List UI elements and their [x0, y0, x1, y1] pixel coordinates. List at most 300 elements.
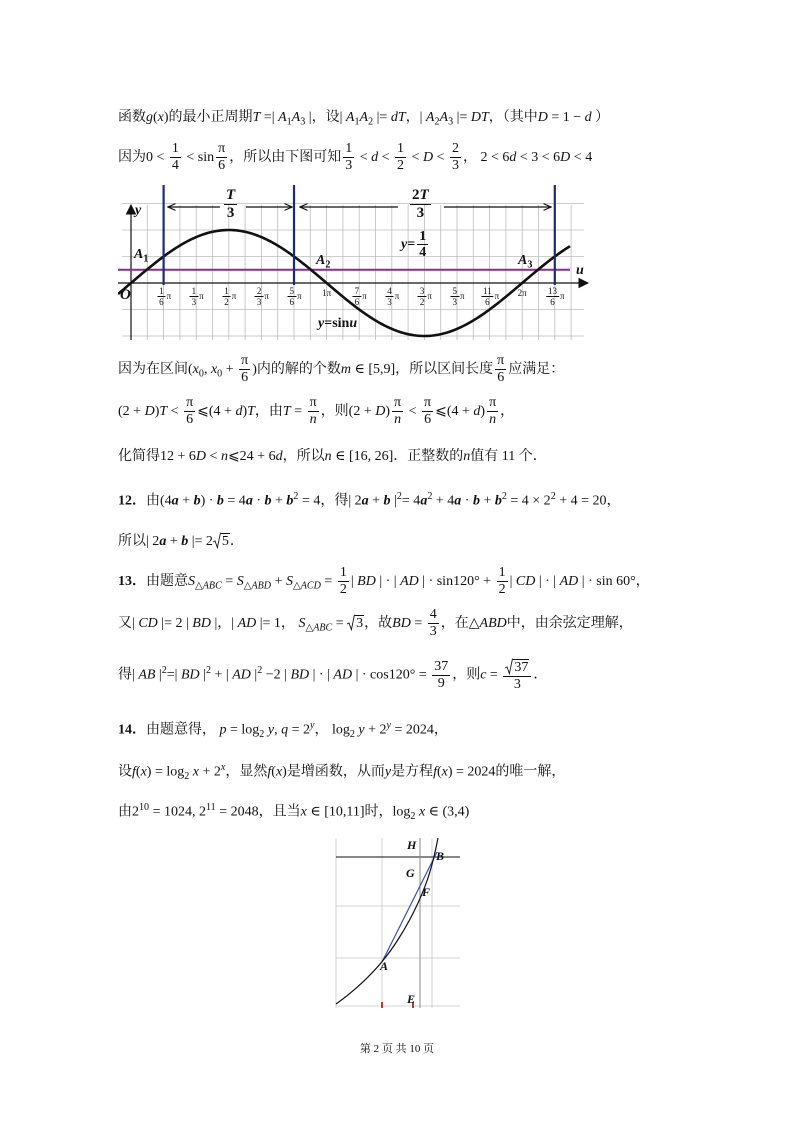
fraction	[222, 286, 231, 308]
text-run: 又|	[118, 616, 139, 631]
text-run: d	[371, 150, 379, 165]
fraction-denominator	[392, 412, 403, 428]
subscript	[244, 581, 271, 592]
text-run: O	[120, 287, 131, 303]
math-variable	[138, 668, 155, 683]
text-run: 2	[397, 158, 405, 174]
text-run: | · |	[535, 574, 560, 589]
fraction-denominator	[338, 582, 349, 598]
text-run: | · |	[375, 574, 401, 589]
text-run: AD	[559, 574, 579, 589]
text-run: <	[405, 404, 421, 419]
math-variable	[400, 574, 419, 589]
text-run: ∈ [10,11]时，log	[306, 804, 411, 820]
text-run: x	[210, 362, 218, 377]
math-variable	[203, 581, 222, 592]
text-run: x	[275, 764, 283, 780]
text-run: |	[350, 574, 358, 589]
text-run: 6	[218, 158, 226, 174]
text-run: )	[242, 404, 248, 419]
text-run: BD	[290, 667, 310, 683]
text-run: <	[167, 404, 183, 419]
text-line	[118, 437, 547, 477]
text-run: d	[584, 110, 592, 125]
text-run: 2	[259, 729, 265, 741]
text-run: )是增函数，从而	[282, 764, 385, 780]
text-run: ，则	[452, 667, 481, 683]
text-run: π	[459, 290, 465, 301]
fraction-numerator	[353, 286, 362, 297]
fraction-numerator	[546, 286, 559, 297]
text-run: T	[159, 404, 168, 419]
fraction	[170, 141, 181, 174]
text-run: 2	[224, 297, 229, 308]
text-run: ⩽(4 +	[197, 404, 236, 419]
text-run: |= 2 |	[157, 616, 193, 631]
text-run: |=	[453, 110, 471, 125]
fraction-denominator	[255, 297, 264, 307]
text-run: ，显然	[225, 764, 268, 780]
radical-sign-icon	[347, 614, 355, 631]
text-run: ) ·	[200, 493, 217, 509]
text-run: )内的解的个数	[252, 362, 341, 377]
text-run: 2	[451, 141, 459, 157]
problem-number	[118, 723, 146, 738]
fraction-numerator	[503, 658, 531, 678]
text-run: 1	[354, 116, 360, 128]
text-run: π	[199, 290, 204, 301]
tick-label	[322, 289, 331, 298]
text-run: (	[135, 764, 141, 780]
text-run: π	[427, 290, 432, 301]
text-run: 函数	[118, 110, 146, 125]
fraction-denominator	[422, 412, 433, 428]
text-run: AD	[400, 574, 419, 589]
text-run: 6	[241, 370, 249, 386]
text-run: ·	[461, 493, 473, 509]
text-run: A	[518, 253, 528, 268]
text-run: D	[537, 110, 548, 125]
fraction-numerator	[495, 353, 506, 370]
text-run: 由题意得，	[146, 722, 220, 738]
text-run: ， 2 < 6	[462, 150, 510, 165]
text-run: ∈ (3,4)	[425, 804, 470, 820]
text-run: n	[220, 449, 228, 464]
text-run: 3	[448, 116, 454, 128]
text-run: S	[298, 616, 306, 631]
fraction	[422, 395, 433, 428]
text-run: 3	[527, 259, 533, 271]
text-run: y	[267, 722, 275, 738]
text-run: + 2	[199, 764, 221, 780]
curve-sketch-canvas	[333, 838, 463, 1010]
text-run: +	[479, 493, 495, 509]
text-run: 37	[514, 659, 529, 675]
fraction	[418, 286, 427, 308]
math-variable	[238, 616, 257, 631]
text-run: 2	[257, 665, 263, 676]
text-run: 2	[349, 729, 355, 741]
text-run: y	[358, 722, 365, 738]
text-run: x	[192, 362, 199, 377]
math-variable	[560, 574, 579, 589]
math-variable	[516, 574, 535, 589]
math-variable	[192, 616, 211, 631]
tick-label	[480, 286, 499, 308]
text-run: ) = log	[146, 764, 185, 780]
text-run: 3	[345, 158, 353, 174]
math-variable	[251, 581, 271, 592]
fraction	[392, 395, 403, 428]
text-run: x	[157, 110, 164, 125]
text-run: T	[252, 110, 261, 125]
text-run: 因为0 <	[118, 150, 168, 165]
text-run: n	[394, 412, 402, 428]
text-run: ，在△	[440, 616, 480, 631]
math-variable	[138, 616, 157, 631]
fraction-denominator	[450, 297, 459, 307]
math-variable	[276, 449, 283, 464]
text-run: S	[285, 574, 293, 589]
problem-number	[118, 494, 146, 509]
point-a3-label	[518, 253, 532, 271]
fraction-numerator	[417, 229, 428, 245]
math-variable	[313, 623, 332, 634]
math-variable	[221, 449, 228, 464]
text-run: π	[394, 290, 400, 301]
text-run: )	[385, 404, 391, 419]
text-run: 得|	[118, 667, 139, 683]
text-run: 3	[419, 286, 425, 296]
text-run: | · sin 60°，	[578, 574, 650, 589]
text-run: ,	[274, 722, 282, 738]
text-run: π	[560, 290, 565, 301]
fraction	[353, 286, 362, 308]
text-run: = 2	[288, 722, 310, 738]
text-run: b	[286, 493, 294, 509]
math-variable	[538, 110, 548, 125]
fraction-denominator	[481, 297, 494, 307]
text-run: =	[407, 237, 416, 253]
text-run: a	[159, 534, 167, 549]
subscript	[143, 254, 148, 265]
text-run: ， log	[314, 722, 350, 738]
text-run: y	[135, 203, 142, 218]
text-run: π	[231, 290, 237, 301]
text-run: g	[146, 110, 153, 125]
fraction-numerator	[224, 187, 237, 205]
fraction-numerator	[184, 395, 195, 412]
math-variable	[120, 287, 131, 303]
text-run: 1	[171, 141, 179, 157]
fraction-numerator	[487, 395, 498, 412]
text-run: 13	[548, 286, 558, 296]
superscript	[139, 802, 149, 813]
text-line	[118, 477, 621, 517]
text-run: | · |	[309, 667, 334, 683]
text-run: + |	[211, 667, 233, 683]
text-run: A	[134, 247, 144, 262]
text-run: 所以| 2	[118, 534, 160, 549]
text-run: +	[271, 574, 286, 589]
text-run: +	[178, 493, 194, 509]
text-run: b	[181, 534, 189, 549]
tick-label	[221, 286, 236, 308]
text-run: =	[332, 616, 348, 631]
text-run: 2	[184, 771, 190, 783]
text-run: | · sin120° +	[418, 574, 495, 589]
text-run: 2	[498, 582, 506, 598]
text-run: 5	[289, 286, 294, 296]
text-run: DT	[470, 110, 489, 125]
text-run: ，由	[254, 404, 283, 419]
math-variable	[310, 412, 317, 427]
math-variable	[349, 316, 357, 331]
text-run: = 2024，	[391, 722, 448, 738]
text-run: BD	[392, 616, 411, 631]
fraction-denominator	[184, 412, 195, 428]
text-line	[118, 98, 609, 138]
page-footer: 第 2 页 共 10 页	[359, 1043, 435, 1055]
text-run: D	[560, 150, 571, 165]
text-run: A	[425, 110, 435, 125]
subscript	[527, 260, 532, 271]
text-run: AD	[237, 616, 257, 631]
text-run: |，设|	[305, 110, 346, 125]
text-run: 3	[416, 204, 425, 221]
text-run: π	[489, 395, 497, 411]
text-run: π	[166, 290, 172, 301]
two-t-third-label	[408, 187, 433, 221]
vector-symbol	[473, 494, 480, 509]
text-run: b	[472, 493, 480, 509]
text-run: a	[171, 493, 179, 509]
text-run: 4	[171, 158, 179, 174]
fraction-numerator	[392, 395, 403, 412]
text-run: =	[410, 616, 426, 631]
grid	[336, 838, 460, 1008]
fraction-denominator	[546, 297, 559, 307]
fraction-denominator	[216, 158, 227, 174]
text-run: n	[489, 412, 497, 428]
text-run: π	[394, 395, 402, 411]
tick-label	[417, 286, 432, 308]
text-run: −2 |	[262, 667, 291, 683]
text-run: < 4	[570, 150, 593, 165]
text-run: c	[480, 667, 487, 683]
text-run: 因为在区间(	[118, 362, 193, 377]
text-run: ．	[533, 667, 548, 683]
fraction-denominator	[170, 158, 181, 174]
point-g-label: G	[406, 866, 415, 880]
tick-label	[254, 286, 269, 308]
text-run: x	[192, 764, 199, 780]
text-run: = 2048，且当	[215, 804, 301, 820]
superscript	[206, 802, 216, 813]
text-run: +	[222, 362, 238, 377]
text-run: 7	[354, 286, 360, 296]
fraction-denominator	[385, 297, 394, 307]
text-line	[118, 651, 547, 691]
text-run: f	[433, 764, 437, 780]
subscript	[293, 581, 321, 592]
fraction-numerator	[157, 286, 166, 297]
fraction-denominator	[287, 297, 296, 307]
text-run: d	[509, 150, 517, 165]
u-axis-label	[576, 263, 584, 278]
text-line	[118, 562, 650, 602]
text-run: 3	[429, 624, 437, 640]
text-run: u	[349, 316, 358, 331]
text-run: b	[193, 493, 201, 509]
text-run: 5	[452, 286, 457, 296]
fraction-denominator	[343, 158, 354, 174]
math-variable	[283, 404, 291, 419]
text-run: y	[318, 316, 325, 331]
math-variable	[146, 110, 153, 125]
text-run: = 4 × 2	[506, 493, 551, 509]
radicand	[221, 533, 230, 549]
fraction-denominator	[503, 677, 531, 693]
vector-symbol	[362, 494, 369, 509]
fraction-numerator	[385, 286, 394, 297]
math-variable	[316, 253, 325, 268]
fraction-numerator	[497, 565, 508, 582]
text-run: CD	[138, 616, 158, 631]
point-a1-label	[134, 247, 148, 265]
text-run: a	[420, 493, 428, 509]
text-run: |	[250, 667, 258, 683]
text-run: (	[153, 110, 158, 125]
fraction-numerator	[432, 659, 450, 676]
text-run: 1	[159, 286, 164, 296]
text-run: 11	[205, 802, 216, 813]
text-run: 12．	[118, 493, 146, 509]
text-run: =|	[260, 110, 279, 125]
text-run: 由(4	[146, 493, 172, 509]
text-run: π	[264, 290, 269, 301]
text-run: 设	[118, 764, 132, 780]
text-run: ·	[252, 493, 265, 509]
text-run: ，|	[405, 110, 426, 125]
curve-label	[318, 316, 357, 331]
text-run: A	[291, 110, 301, 125]
vector-symbol	[194, 494, 201, 509]
text-run: =	[290, 404, 306, 419]
text-run: D	[422, 150, 434, 165]
text-run: BD	[357, 574, 376, 589]
text-run: ．	[229, 534, 244, 549]
text-run: |	[390, 493, 397, 509]
math-variable	[181, 668, 200, 683]
text-run: T	[419, 187, 429, 203]
text-run: q	[281, 722, 289, 738]
point-f-label: F	[422, 885, 431, 899]
text-run: 3	[256, 297, 262, 308]
text-run: π	[494, 290, 500, 301]
fraction-numerator	[338, 565, 349, 582]
text-run: d	[473, 404, 481, 419]
text-run: =	[221, 574, 237, 589]
text-line	[118, 138, 592, 178]
text-run: ⩽24 + 6	[227, 449, 276, 464]
text-run: π	[186, 395, 194, 411]
text-run: A	[278, 110, 287, 125]
fraction-numerator	[395, 141, 406, 158]
text-run: < 3 < 6	[516, 150, 561, 165]
text-run: 3	[226, 204, 235, 221]
text-run: 9	[437, 675, 445, 691]
fraction-denominator	[395, 158, 406, 174]
text-run: ，所以	[282, 449, 325, 464]
text-run: AB	[138, 667, 156, 683]
text-run: 13．	[118, 574, 146, 589]
fraction	[216, 141, 227, 174]
text-run: dT	[390, 110, 406, 125]
increasing-curve	[336, 838, 438, 1004]
text-run: (	[271, 764, 276, 780]
math-variable	[278, 110, 287, 125]
text-run: x	[140, 764, 147, 780]
text-run: 37	[434, 658, 449, 674]
text-run: 2	[205, 665, 212, 676]
text-run: <	[378, 150, 394, 165]
fraction-denominator	[417, 245, 428, 260]
text-run: ACD	[300, 580, 321, 592]
tick-label	[286, 286, 301, 308]
math-variable	[375, 404, 385, 419]
fraction-numerator	[418, 286, 427, 297]
fraction-denominator	[353, 297, 362, 307]
text-run: + 4	[432, 493, 455, 509]
math-variable	[391, 110, 406, 125]
text-run: 2	[256, 286, 262, 296]
text-run: = 4，得| 2	[298, 493, 362, 509]
text-run: A	[439, 110, 449, 125]
math-variable	[290, 668, 309, 683]
math-variable	[360, 110, 369, 125]
text-run: (2 +	[118, 404, 145, 419]
text-run: 2	[368, 116, 374, 128]
tick-label	[449, 286, 464, 308]
text-run: =sin	[324, 316, 350, 331]
text-run: BD	[180, 667, 200, 683]
math-variable	[301, 581, 321, 592]
level-line-label	[401, 229, 430, 261]
text-run: 3	[451, 158, 459, 174]
fraction	[495, 353, 506, 386]
tick-label	[545, 286, 565, 308]
sine-graph-figure	[118, 183, 590, 343]
text-run: △	[305, 622, 314, 634]
fraction	[190, 286, 199, 308]
text-run: |	[509, 574, 516, 589]
text-run: A	[316, 253, 326, 268]
fraction	[255, 286, 264, 308]
math-variable	[471, 110, 489, 125]
text-run: = 4	[401, 493, 421, 509]
text-run: 3	[513, 677, 521, 693]
text-run: △	[292, 580, 301, 592]
fraction-numerator	[450, 286, 459, 297]
text-run: S	[236, 574, 244, 589]
text-run: 1	[143, 253, 149, 265]
radicand	[355, 615, 364, 631]
text-run: < sin	[182, 150, 215, 165]
math-variable	[159, 404, 167, 419]
text-run: = 4	[223, 493, 246, 509]
text-run: 1	[498, 565, 506, 581]
